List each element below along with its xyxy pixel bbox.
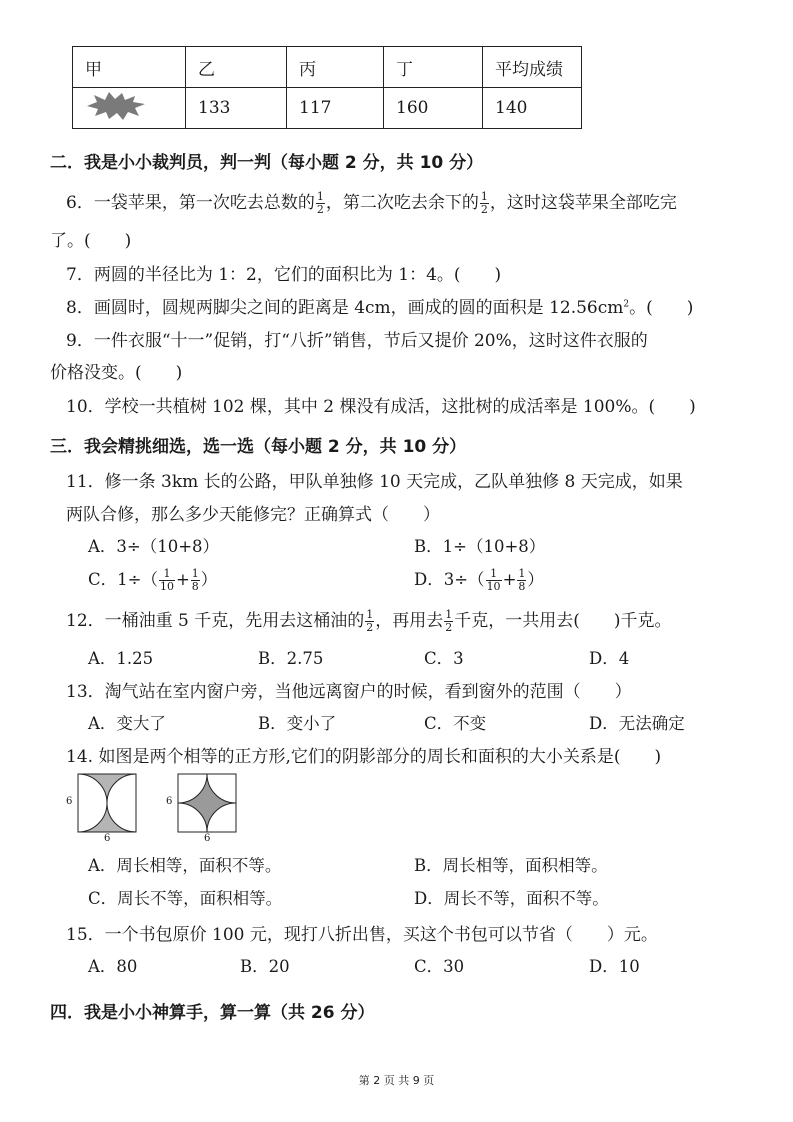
table-cell: 133 <box>186 88 287 129</box>
q14-option-c[interactable]: C．周长不等，面积相等。 <box>88 889 283 908</box>
q8-superscript: 2 <box>623 299 630 310</box>
bottom-label: 6 <box>104 833 111 844</box>
page-footer: 第 2 页 共 9 页 <box>358 1074 435 1087</box>
q12-option-c[interactable]: C．3 <box>424 649 464 668</box>
table-row <box>73 88 582 129</box>
fraction-one-tenth <box>486 568 502 593</box>
q8-text-a: 8．画圆时，圆规两脚尖之间的距离是 4cm，画成的圆的面积是 12.56cm <box>66 298 624 318</box>
q13-option-a[interactable]: A．变大了 <box>88 714 166 733</box>
fraction-one-eighth <box>191 568 200 593</box>
q13-option-c[interactable]: C．不变 <box>424 714 487 733</box>
section-4-title: 四．我是小小神算手，算一算（共 26 分） <box>50 1003 375 1023</box>
fraction-one-tenth <box>159 568 175 593</box>
question-6 <box>66 188 677 216</box>
question-6-line-2: 了。( ) <box>50 231 132 251</box>
question-11-line-2: 两队合修，那么多少天能修完？正确算式（ ） <box>66 505 440 525</box>
question-11: 11．修一条 3km 长的公路，甲队单独修 10 天完成，乙队单独修 8 天完成，如果 <box>66 472 683 492</box>
frac-den: 2 <box>445 621 453 634</box>
frac-num: 1 <box>445 608 453 621</box>
side-label: 6 <box>166 796 173 807</box>
q13-option-b[interactable]: B．变小了 <box>258 714 337 733</box>
q11-option-c[interactable] <box>88 566 217 593</box>
plus-sign: + <box>502 570 517 589</box>
q11-c-prefix: C．1÷（ <box>88 570 158 589</box>
section-3-title: 三．我会精挑细选，选一选（每小题 2 分，共 10 分） <box>50 437 467 457</box>
q11-option-b[interactable]: B．1÷（10+8） <box>414 537 546 556</box>
q6-text-c: ，这时这袋苹果全部吃完 <box>489 193 677 213</box>
plus-sign: + <box>175 570 190 589</box>
q12-option-d[interactable]: D．4 <box>589 649 630 668</box>
frac-den: 2 <box>480 203 488 216</box>
close-paren: ） <box>527 570 544 589</box>
question-14: 14. 如图是两个相等的正方形,它们的阴影部分的周长和面积的大小关系是( ) <box>66 747 662 767</box>
q12-text-a: 12．一桶油重 5 千克，先用去这桶油的 <box>66 611 365 631</box>
fraction-half <box>480 191 489 216</box>
question-9: 9．一件衣服“十一”促销，打“八折”销售，节后又提价 20%，这时这件衣服的 <box>66 331 648 351</box>
question-8 <box>66 293 693 318</box>
q12-text-c: 千克，一共用去( )千克。 <box>454 611 672 631</box>
frac-num: 1 <box>366 608 374 621</box>
fraction-one-eighth <box>517 568 526 593</box>
frac-num: 1 <box>316 190 324 203</box>
question-12 <box>66 606 672 634</box>
square-star-shaded-figure <box>162 772 242 844</box>
table-cell: 140 <box>483 88 582 129</box>
frac-num: 1 <box>486 568 502 581</box>
frac-num: 1 <box>191 567 199 580</box>
table-header-cell: 丙 <box>287 47 384 88</box>
bottom-label: 6 <box>204 833 211 844</box>
q11-option-a[interactable]: A．3÷（10+8） <box>88 537 220 556</box>
fraction-half <box>316 191 325 216</box>
frac-num: 1 <box>480 190 488 203</box>
q15-option-b[interactable]: B．20 <box>240 957 290 976</box>
table-cell: 160 <box>384 88 483 129</box>
q11-d-prefix: D．3÷（ <box>414 570 485 589</box>
q12-text-b: ，再用去 <box>375 611 444 631</box>
table-row <box>73 47 582 88</box>
question-9-line-2: 价格没变。( ) <box>50 363 183 383</box>
frac-den: 2 <box>316 203 324 216</box>
question-7: 7．两圆的半径比为 1：2，它们的面积比为 1：4。( ) <box>66 265 502 285</box>
q6-text-a: 6．一袋苹果，第一次吃去总数的 <box>66 193 315 213</box>
q14-option-a[interactable]: A．周长相等，面积不等。 <box>88 856 282 875</box>
frac-den: 2 <box>366 621 374 634</box>
q11-option-d[interactable] <box>414 566 544 593</box>
close-paren: ） <box>200 570 218 589</box>
question-13: 13．淘气站在室内窗户旁，当他远离窗户的时候，看到窗外的范围（ ） <box>66 682 632 702</box>
table-header-cell: 甲 <box>73 47 186 88</box>
frac-num: 1 <box>159 568 175 581</box>
frac-den: 10 <box>486 580 501 593</box>
q15-option-d[interactable]: D．10 <box>589 957 640 976</box>
fraction-half <box>444 609 453 634</box>
score-table <box>72 46 582 129</box>
fraction-half <box>365 609 374 634</box>
q12-option-b[interactable]: B．2.75 <box>258 649 324 668</box>
table-header-cell: 丁 <box>384 47 483 88</box>
ink-blot-cell <box>73 88 186 129</box>
ink-blot-icon <box>85 91 149 121</box>
table-header-cell: 平均成绩 <box>483 47 582 88</box>
table-header-cell: 乙 <box>186 47 287 88</box>
q14-figure-left <box>64 772 144 844</box>
question-10: 10．学校一共植树 102 棵，其中 2 棵没有成活，这批树的成活率是 100%。( ) <box>66 397 696 417</box>
q6-text-b: ，第二次吃去余下的 <box>325 193 479 213</box>
frac-den: 8 <box>191 580 199 593</box>
q14-option-d[interactable]: D．周长不等，面积不等。 <box>414 889 609 908</box>
q15-option-c[interactable]: C．30 <box>414 957 465 976</box>
q14-figure-right <box>162 772 242 844</box>
q13-option-d[interactable]: D．无法确定 <box>589 714 685 733</box>
frac-den: 8 <box>518 580 526 593</box>
q14-option-b[interactable]: B．周长相等，面积相等。 <box>414 856 608 875</box>
question-15: 15．一个书包原价 100 元，现打八折出售，买这个书包可以节省（ ）元。 <box>66 925 658 945</box>
q12-option-a[interactable]: A．1.25 <box>88 649 154 668</box>
q8-text-b: 。( ) <box>629 298 694 318</box>
table-cell: 117 <box>287 88 384 129</box>
section-2-title: 二．我是小小裁判员，判一判（每小题 2 分，共 10 分） <box>50 153 484 173</box>
side-label: 6 <box>66 796 73 807</box>
frac-den: 10 <box>159 580 174 593</box>
frac-num: 1 <box>518 567 526 580</box>
q15-option-a[interactable]: A．80 <box>88 957 138 976</box>
